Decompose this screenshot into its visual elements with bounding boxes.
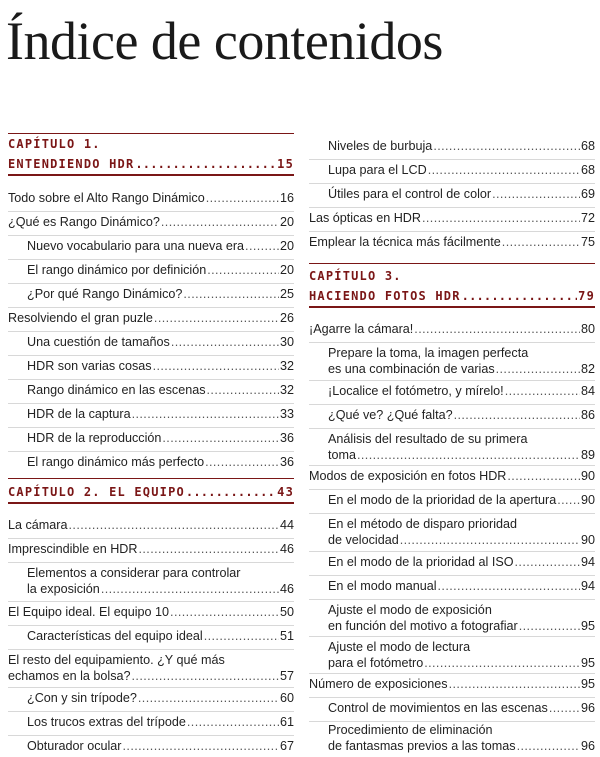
toc-entry[interactable]: Prepare la toma, la imagen perfecta es una combinación de varias ..... 82 bbox=[328, 345, 595, 377]
toc-entry[interactable]: El resto del equipamiento. ¿Y qué más echamos en la bolsa? ..... 57 bbox=[8, 652, 294, 684]
toc-entry[interactable]: En el método de disparo prioridad de velocidad ..... 90 bbox=[328, 516, 595, 548]
dot-leader bbox=[135, 156, 276, 172]
toc-entry[interactable]: HDR son varias cosas ..... 32 bbox=[27, 358, 294, 374]
toc-entry[interactable]: Rango dinámico en las escenas ..... 32 bbox=[27, 382, 294, 398]
toc-entry[interactable]: Emplear la técnica más fácilmente ..... 75 bbox=[309, 234, 595, 250]
chapter-1-number: CAPÍTULO 1. bbox=[8, 137, 101, 151]
toc-entry[interactable]: El rango dinámico más perfecto ..... 36 bbox=[27, 454, 294, 470]
toc-entry[interactable]: En el modo de la prioridad al ISO ..... 94 bbox=[328, 554, 595, 570]
chapter-rule bbox=[309, 306, 595, 308]
dot-leader bbox=[462, 288, 577, 304]
toc-entry[interactable]: El Equipo ideal. El equipo 10 ..... 50 bbox=[8, 604, 294, 620]
toc-entry[interactable]: Ajuste el modo de lectura para el fotómetro ..... 95 bbox=[328, 639, 595, 671]
chapter-rule bbox=[8, 174, 294, 176]
toc-entry[interactable]: El rango dinámico por definición ..... 20 bbox=[27, 262, 294, 278]
chapter-rule bbox=[8, 133, 294, 134]
toc-entry[interactable]: Niveles de burbuja ..... 68 bbox=[328, 138, 595, 154]
toc-entry[interactable]: Los trucos extras del trípode ..... 61 bbox=[27, 714, 294, 730]
toc-entry[interactable]: En el modo de la prioridad de la apertura ..... 90 bbox=[328, 492, 595, 508]
toc-entry[interactable]: Lupa para el LCD ..... 68 bbox=[328, 162, 595, 178]
chapter-2-page: 43 bbox=[277, 485, 294, 499]
toc-entry[interactable]: ¿Con y sin trípode? ..... 60 bbox=[27, 690, 294, 706]
toc-entry[interactable]: HDR de la captura ..... 33 bbox=[27, 406, 294, 422]
chapter-2-title: CAPÍTULO 2. EL EQUIPO bbox=[8, 485, 185, 499]
toc-entry[interactable]: Análisis del resultado de su primera toma ..... 89 bbox=[328, 431, 595, 463]
chapter-1-page: 15 bbox=[277, 157, 294, 171]
chapter-rule bbox=[8, 502, 294, 504]
toc-entry[interactable]: ¿Qué ve? ¿Qué falta? ..... 86 bbox=[328, 407, 595, 423]
toc-entry[interactable]: Las ópticas en HDR ..... 72 bbox=[309, 210, 595, 226]
toc-entry[interactable]: Características del equipo ideal ..... 51 bbox=[27, 628, 294, 644]
toc-entry[interactable]: ¿Por qué Rango Dinámico? ..... 25 bbox=[27, 286, 294, 302]
chapter-3-title: HACIENDO FOTOS HDR bbox=[309, 289, 461, 303]
chapter-3-number: CAPÍTULO 3. bbox=[309, 269, 402, 283]
chapter-1-heading[interactable] bbox=[8, 136, 294, 172]
toc-entry[interactable]: Resolviendo el gran puzle ..... 26 bbox=[8, 310, 294, 326]
toc-entry[interactable]: ¿Qué es Rango Dinámico? ..... 20 bbox=[8, 214, 294, 230]
page-title: Índice de contenidos bbox=[6, 11, 443, 71]
toc-entry[interactable]: Útiles para el control de color ..... 69 bbox=[328, 186, 595, 202]
toc-entry[interactable]: Ajuste el modo de exposición en función del motivo a fotografiar ..... 95 bbox=[328, 602, 595, 634]
dot-leader bbox=[186, 484, 276, 500]
toc-entry[interactable]: ¡Localice el fotómetro, y mírelo! ..... 84 bbox=[328, 383, 595, 399]
chapter-rule bbox=[309, 263, 595, 264]
toc-entry[interactable]: Modos de exposición en fotos HDR ..... 90 bbox=[309, 468, 595, 484]
toc-entry[interactable]: Nuevo vocabulario para una nueva era ..... 20 bbox=[27, 238, 294, 254]
toc-entry[interactable]: La cámara ..... 44 bbox=[8, 517, 294, 533]
toc-entry[interactable]: Obturador ocular ..... 67 bbox=[27, 738, 294, 754]
toc-entry[interactable]: Imprescindible en HDR ..... 46 bbox=[8, 541, 294, 557]
toc-entry[interactable]: Número de exposiciones ..... 95 bbox=[309, 676, 595, 692]
toc-entry[interactable]: HDR de la reproducción ..... 36 bbox=[27, 430, 294, 446]
toc-entry[interactable]: Control de movimientos en las escenas ..... 96 bbox=[328, 700, 595, 716]
toc-entry[interactable]: Una cuestión de tamaños ..... 30 bbox=[27, 334, 294, 350]
toc-entry[interactable]: Elementos a considerar para controlar la exposición ..... 46 bbox=[27, 565, 294, 597]
chapter-3-page: 79 bbox=[578, 289, 595, 303]
toc-entry[interactable]: Todo sobre el Alto Rango Dinámico ..... 16 bbox=[8, 190, 294, 206]
chapter-3-heading[interactable] bbox=[309, 268, 595, 304]
toc-entry[interactable]: ¡Agarre la cámara! ..... 80 bbox=[309, 321, 595, 337]
chapter-1-title: ENTENDIENDO HDR bbox=[8, 157, 135, 171]
chapter-2-heading[interactable] bbox=[8, 484, 294, 500]
toc-entry[interactable]: Procedimiento de eliminación de fantasmas previos a las tomas ..... 96 bbox=[328, 722, 595, 754]
toc-entry[interactable]: En el modo manual ..... 94 bbox=[328, 578, 595, 594]
chapter-rule bbox=[8, 478, 294, 479]
